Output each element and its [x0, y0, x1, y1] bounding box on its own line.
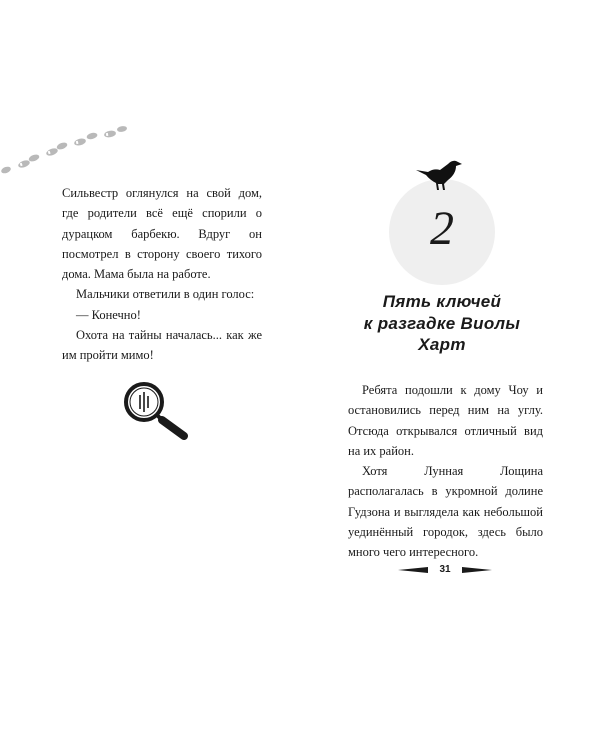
crow-icon: [414, 158, 464, 192]
page-footer: [398, 563, 492, 577]
paragraph: — Конечно!: [76, 307, 141, 322]
paragraph: Мальчики ответили в один голос:: [76, 287, 255, 302]
chapter-title: [352, 291, 532, 356]
left-page-text: [62, 183, 262, 366]
paragraph: Охота на тайны началась... как же им пройти мимо!: [62, 328, 262, 363]
chapter-title-line: Харт: [418, 335, 466, 354]
right-page-text: [348, 380, 543, 563]
paragraph: Ребята подошли к дому Чоу и остановились перед ним на углу. Отсюда открывался отличный вид на их район.: [348, 383, 543, 458]
chapter-title-line: к разгадке Виолы: [363, 313, 521, 333]
paragraph: Хотя Лунная Лощина располагалась в укромной долине Гудзона и выглядела как небольшой уединённый городок, здесь было много чего интересного.: [348, 464, 543, 560]
page-number-dash-right: [462, 565, 492, 575]
chapter-badge: [389, 179, 495, 285]
paragraph: Сильвестр оглянулся на свой дом, где родители всё ещё спорили о дурацком барбекю. Вдруг он посмотрел в сторону своего тихого дома. Мама была на работе.: [62, 186, 262, 282]
magnifying-glass-icon: [118, 378, 190, 440]
chapter-number: 2: [430, 202, 454, 255]
chapter-title-line: Пять ключей: [382, 292, 502, 311]
footprints-icon: [0, 122, 130, 182]
page-number: 31: [439, 564, 451, 575]
